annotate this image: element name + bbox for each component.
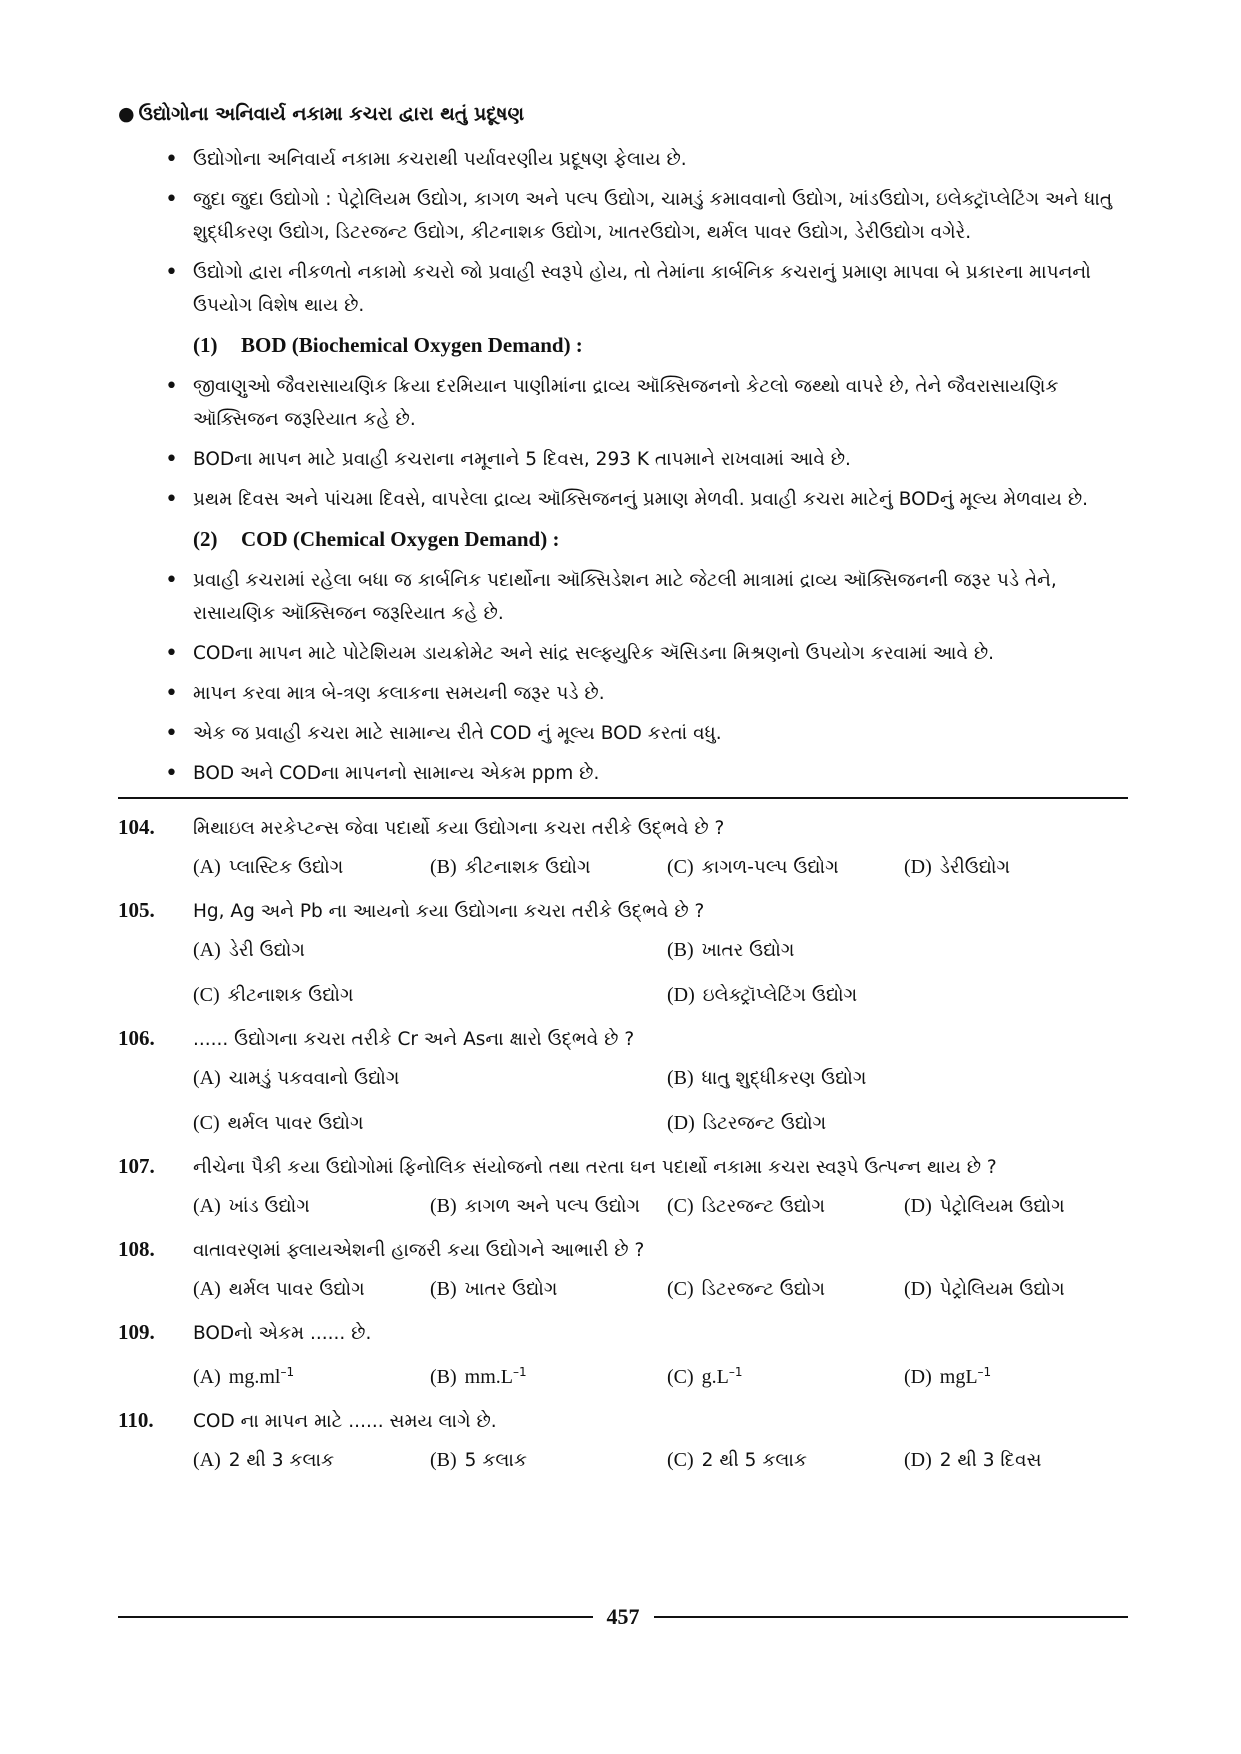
question-number: 104. [118, 814, 155, 839]
option-text: ઇલેક્ટ્રૉપ્લેટિંગ ઉદ્યોગ [702, 984, 858, 1006]
option-text: 2 થી 3 દિવસ [939, 1449, 1042, 1471]
options-grid [118, 1186, 1128, 1227]
option-label: (C) [193, 1111, 220, 1134]
question-number: 110. [118, 1407, 154, 1432]
intro-notes [118, 143, 1128, 322]
option-text: g.L [701, 1365, 729, 1388]
option-d [667, 1103, 1141, 1144]
option-label: (B) [430, 1194, 457, 1217]
footer-rule-left [118, 1616, 593, 1618]
option-label: (A) [193, 1365, 221, 1388]
option-a [193, 1269, 430, 1310]
question-104 [118, 809, 1128, 888]
note-item: • BOD અને CODના માપનનો સામાન્ય એકમ ppm છે. [193, 757, 1128, 790]
cod-heading-num: (2) [193, 526, 218, 551]
note-item: • ઉદ્યોગોના અનિવાર્ય નકામા કચરાથી પર્યાવરણીય પ્રદૂષણ ફેલાય છે. [193, 143, 1128, 176]
option-d [904, 1352, 1141, 1398]
bod-heading-num: (1) [193, 332, 218, 357]
question-list [118, 809, 1128, 1481]
section-title-text: ઉદ્યોગોના અનિવાર્ય નકામા કચરા દ્વારા થતું પ્રદૂષણ [138, 103, 525, 125]
option-d [904, 1440, 1141, 1481]
option-text: થર્મલ પાવર ઉદ્યોગ [227, 1112, 364, 1134]
option-b [430, 847, 667, 888]
question-text: ...... ઉદ્યોગના કચરા તરીકે Cr અને Asના ક્ષારો ઉદ્ભવે છે ? [193, 1028, 635, 1050]
footer-rule-right [654, 1616, 1129, 1618]
option-text: 2 થી 3 કલાક [228, 1449, 335, 1471]
bod-heading-text: BOD (Biochemical Oxygen Demand) : [241, 332, 583, 357]
option-text: પ્લાસ્ટિક ઉદ્યોગ [228, 856, 344, 878]
question-stem [118, 1231, 1128, 1269]
option-text: કીટનાશક ઉદ્યોગ [464, 856, 591, 878]
question-105 [118, 892, 1128, 1016]
section-divider [118, 797, 1128, 799]
options-grid [118, 1058, 1128, 1144]
option-a [193, 930, 667, 971]
options-grid [118, 930, 1128, 1016]
option-label: (A) [193, 1448, 221, 1471]
option-text: ચામડું પકવવાનો ઉદ્યોગ [228, 1067, 400, 1089]
note-item: • CODના માપન માટે પોટેશિયમ ડાયક્રોમેટ અને સાંદ્ર સલ્ફ્યુરિક ઍસિડના મિશ્રણનો ઉપયોગ કરવામાં આવે છે. [193, 637, 1128, 670]
option-a [193, 1186, 430, 1227]
option-a [193, 847, 430, 888]
question-number: 106. [118, 1025, 155, 1050]
option-d [904, 1186, 1141, 1227]
question-106 [118, 1020, 1128, 1144]
page-content [118, 100, 1128, 1485]
note-item: • એક જ પ્રવાહી કચરા માટે સામાન્ય રીતે COD નું મૂલ્ય BOD કરતાં વધુ. [193, 717, 1128, 750]
option-text: પેટ્રોલિયમ ઉદ્યોગ [939, 1195, 1065, 1217]
option-label: (B) [667, 938, 694, 961]
options-grid [118, 847, 1128, 888]
question-stem [118, 1314, 1128, 1352]
option-superscript: –1 [728, 1364, 743, 1379]
question-number: 108. [118, 1236, 155, 1261]
option-b [430, 1352, 667, 1398]
option-label: (C) [667, 1448, 694, 1471]
options-grid [118, 1269, 1128, 1310]
option-c [193, 1103, 667, 1144]
option-text: કાગળ-પલ્પ ઉદ્યોગ [701, 856, 839, 878]
option-label: (C) [667, 1277, 694, 1300]
option-text: ડિટરજન્ટ ઉદ્યોગ [702, 1112, 827, 1134]
option-text: mg.ml [228, 1365, 281, 1388]
question-110 [118, 1402, 1128, 1481]
option-label: (D) [904, 855, 932, 878]
option-text: થર્મલ પાવર ઉદ્યોગ [228, 1278, 365, 1300]
option-a [193, 1058, 667, 1099]
option-text: ખાતર ઉદ્યોગ [464, 1278, 558, 1300]
option-label: (D) [904, 1194, 932, 1217]
question-text: BODનો એકમ ...... છે. [193, 1322, 372, 1344]
option-label: (D) [904, 1277, 932, 1300]
option-superscript: –1 [280, 1364, 295, 1379]
option-d [667, 975, 1141, 1016]
option-text: કીટનાશક ઉદ્યોગ [227, 984, 354, 1006]
section-title [118, 100, 1128, 129]
question-text: વાતાવરણમાં ફ્લાયએશની હાજરી કયા ઉદ્યોગને આભારી છે ? [193, 1239, 645, 1261]
question-stem [118, 809, 1128, 847]
option-label: (C) [667, 1365, 694, 1388]
option-superscript: –1 [513, 1364, 527, 1379]
option-a [193, 1440, 430, 1481]
option-text: ધાતુ શુદ્ધીકરણ ઉદ્યોગ [701, 1067, 867, 1089]
option-b [430, 1186, 667, 1227]
option-label: (A) [193, 1277, 221, 1300]
option-label: (A) [193, 1194, 221, 1217]
option-label: (B) [430, 1365, 457, 1388]
question-text: નીચેના પૈકી કયા ઉદ્યોગોમાં ફિનોલિક સંયોજનો તથા તરતા ઘન પદાર્થો નકામા કચરા સ્વરૂપે ઉત્પન્ન થાય છે ? [193, 1156, 997, 1178]
option-c [667, 1440, 904, 1481]
note-item: • પ્રવાહી કચરામાં રહેલા બધા જ કાર્બનિક પદાર્થોના ઑક્સિડેશન માટે જેટલી માત્રામાં દ્રાવ્ય ઑક્સિજનની જરૂર પડે તેને, રાસાયણિક ઑક્સિજન જરૂરિયાત કહે છે. [193, 564, 1128, 630]
option-text: ડિટરજન્ટ ઉદ્યોગ [701, 1195, 825, 1217]
question-number: 109. [118, 1319, 155, 1344]
option-text: ખાંડ ઉદ્યોગ [228, 1195, 310, 1217]
note-item: • ઉદ્યોગો દ્વારા નીકળતો નકામો કચરો જો પ્રવાહી સ્વરૂપે હોય, તો તેમાંના કાર્બનિક કચરાનું પ્રમાણ માપવા બે પ્રકારના માપનનો ઉપયોગ વિશેષ થાય છે. [193, 256, 1128, 322]
option-label: (A) [193, 1066, 221, 1089]
option-label: (B) [430, 855, 457, 878]
cod-heading [118, 523, 1128, 556]
option-label: (B) [430, 1448, 457, 1471]
question-stem [118, 1020, 1128, 1058]
option-label: (D) [667, 1111, 695, 1134]
question-stem [118, 1148, 1128, 1186]
question-stem [118, 1402, 1128, 1440]
option-c [667, 1269, 904, 1310]
bullet-icon: ● [118, 103, 135, 125]
option-label: (B) [430, 1277, 457, 1300]
page-footer [118, 1604, 1128, 1630]
question-109 [118, 1314, 1128, 1398]
option-text: 2 થી 5 કલાક [701, 1449, 807, 1471]
option-b [430, 1440, 667, 1481]
option-c [667, 1186, 904, 1227]
question-text: મિથાઇલ મરકેપ્ટન્સ જેવા પદાર્થો કયા ઉદ્યોગના કચરા તરીકે ઉદ્ભવે છે ? [193, 817, 725, 839]
question-number: 107. [118, 1153, 155, 1178]
option-c [667, 1352, 904, 1398]
option-label: (C) [667, 1194, 694, 1217]
note-item: • BODના માપન માટે પ્રવાહી કચરાના નમૂનાને 5 દિવસ, 293 K તાપમાને રાખવામાં આવે છે. [193, 443, 1128, 476]
note-item: • જીવાણુઓ જૈવરાસાયણિક ક્રિયા દરમિયાન પાણીમાંના દ્રાવ્ય ઑક્સિજનનો કેટલો જથ્થો વાપરે છે, તેને જૈવરાસાયણિક ઑક્સિજન જરૂરિયાત કહે છે. [193, 370, 1128, 436]
note-item: • માપન કરવા માત્ર બે-ત્રણ કલાકના સમયની જરૂર પડે છે. [193, 677, 1128, 710]
option-label: (D) [904, 1448, 932, 1471]
option-label: (D) [904, 1365, 932, 1388]
page-number: 457 [606, 1604, 640, 1629]
option-label: (B) [667, 1066, 694, 1089]
cod-heading-text: COD (Chemical Oxygen Demand) : [241, 526, 560, 551]
option-c [667, 847, 904, 888]
note-item: • જુદા જુદા ઉદ્યોગો : પેટ્રોલિયમ ઉદ્યોગ, કાગળ અને પલ્પ ઉદ્યોગ, ચામડું કમાવવાનો ઉદ્યોગ, ખાંડઉદ્યોગ, ઇલેક્ટ્રૉપ્લેટિંગ અને ધાતુ શુદ્ધીકરણ ઉદ્યોગ, ડિટરજન્ટ ઉદ્યોગ, કીટનાશક ઉદ્યોગ, ખાતરઉદ્યોગ, થર્મલ પાવર ઉદ્યોગ, ડેરીઉદ્યોગ વગેરે. [193, 183, 1128, 249]
question-108 [118, 1231, 1128, 1310]
option-text: ડેરીઉદ્યોગ [939, 856, 1011, 878]
note-item: • પ્રથમ દિવસ અને પાંચમા દિવસે, વાપરેલા દ્રાવ્ય ઑક્સિજનનું પ્રમાણ મેળવી. પ્રવાહી કચરા માટેનું BODનું મૂલ્ય મેળવાય છે. [193, 483, 1128, 516]
option-label: (C) [193, 983, 220, 1006]
option-d [904, 847, 1141, 888]
option-text: પેટ્રોલિયમ ઉદ્યોગ [939, 1278, 1065, 1300]
question-number: 105. [118, 897, 155, 922]
option-b [667, 930, 1141, 971]
question-text: COD ના માપન માટે ...... સમય લાગે છે. [193, 1410, 497, 1432]
option-b [667, 1058, 1141, 1099]
question-stem [118, 892, 1128, 930]
option-text: mgL [939, 1365, 978, 1388]
options-grid [118, 1352, 1128, 1398]
option-b [430, 1269, 667, 1310]
cod-notes [118, 564, 1128, 790]
option-label: (D) [667, 983, 695, 1006]
option-text: 5 કલાક [464, 1449, 527, 1471]
option-d [904, 1269, 1141, 1310]
option-label: (A) [193, 938, 221, 961]
option-c [193, 975, 667, 1016]
option-label: (C) [667, 855, 694, 878]
bod-notes [118, 370, 1128, 516]
bod-heading [118, 329, 1128, 362]
option-text: ડિટરજન્ટ ઉદ્યોગ [701, 1278, 825, 1300]
option-text: ખાતર ઉદ્યોગ [701, 939, 795, 961]
options-grid [118, 1440, 1128, 1481]
option-a [193, 1352, 430, 1398]
question-text: Hg, Ag અને Pb ના આયનો કયા ઉદ્યોગના કચરા તરીકે ઉદ્ભવે છે ? [193, 900, 705, 922]
option-text: કાગળ અને પલ્પ ઉદ્યોગ [464, 1195, 641, 1217]
option-text: mm.L [464, 1365, 514, 1388]
question-107 [118, 1148, 1128, 1227]
option-text: ડેરી ઉદ્યોગ [228, 939, 305, 961]
option-superscript: –1 [977, 1364, 992, 1379]
option-label: (A) [193, 855, 221, 878]
